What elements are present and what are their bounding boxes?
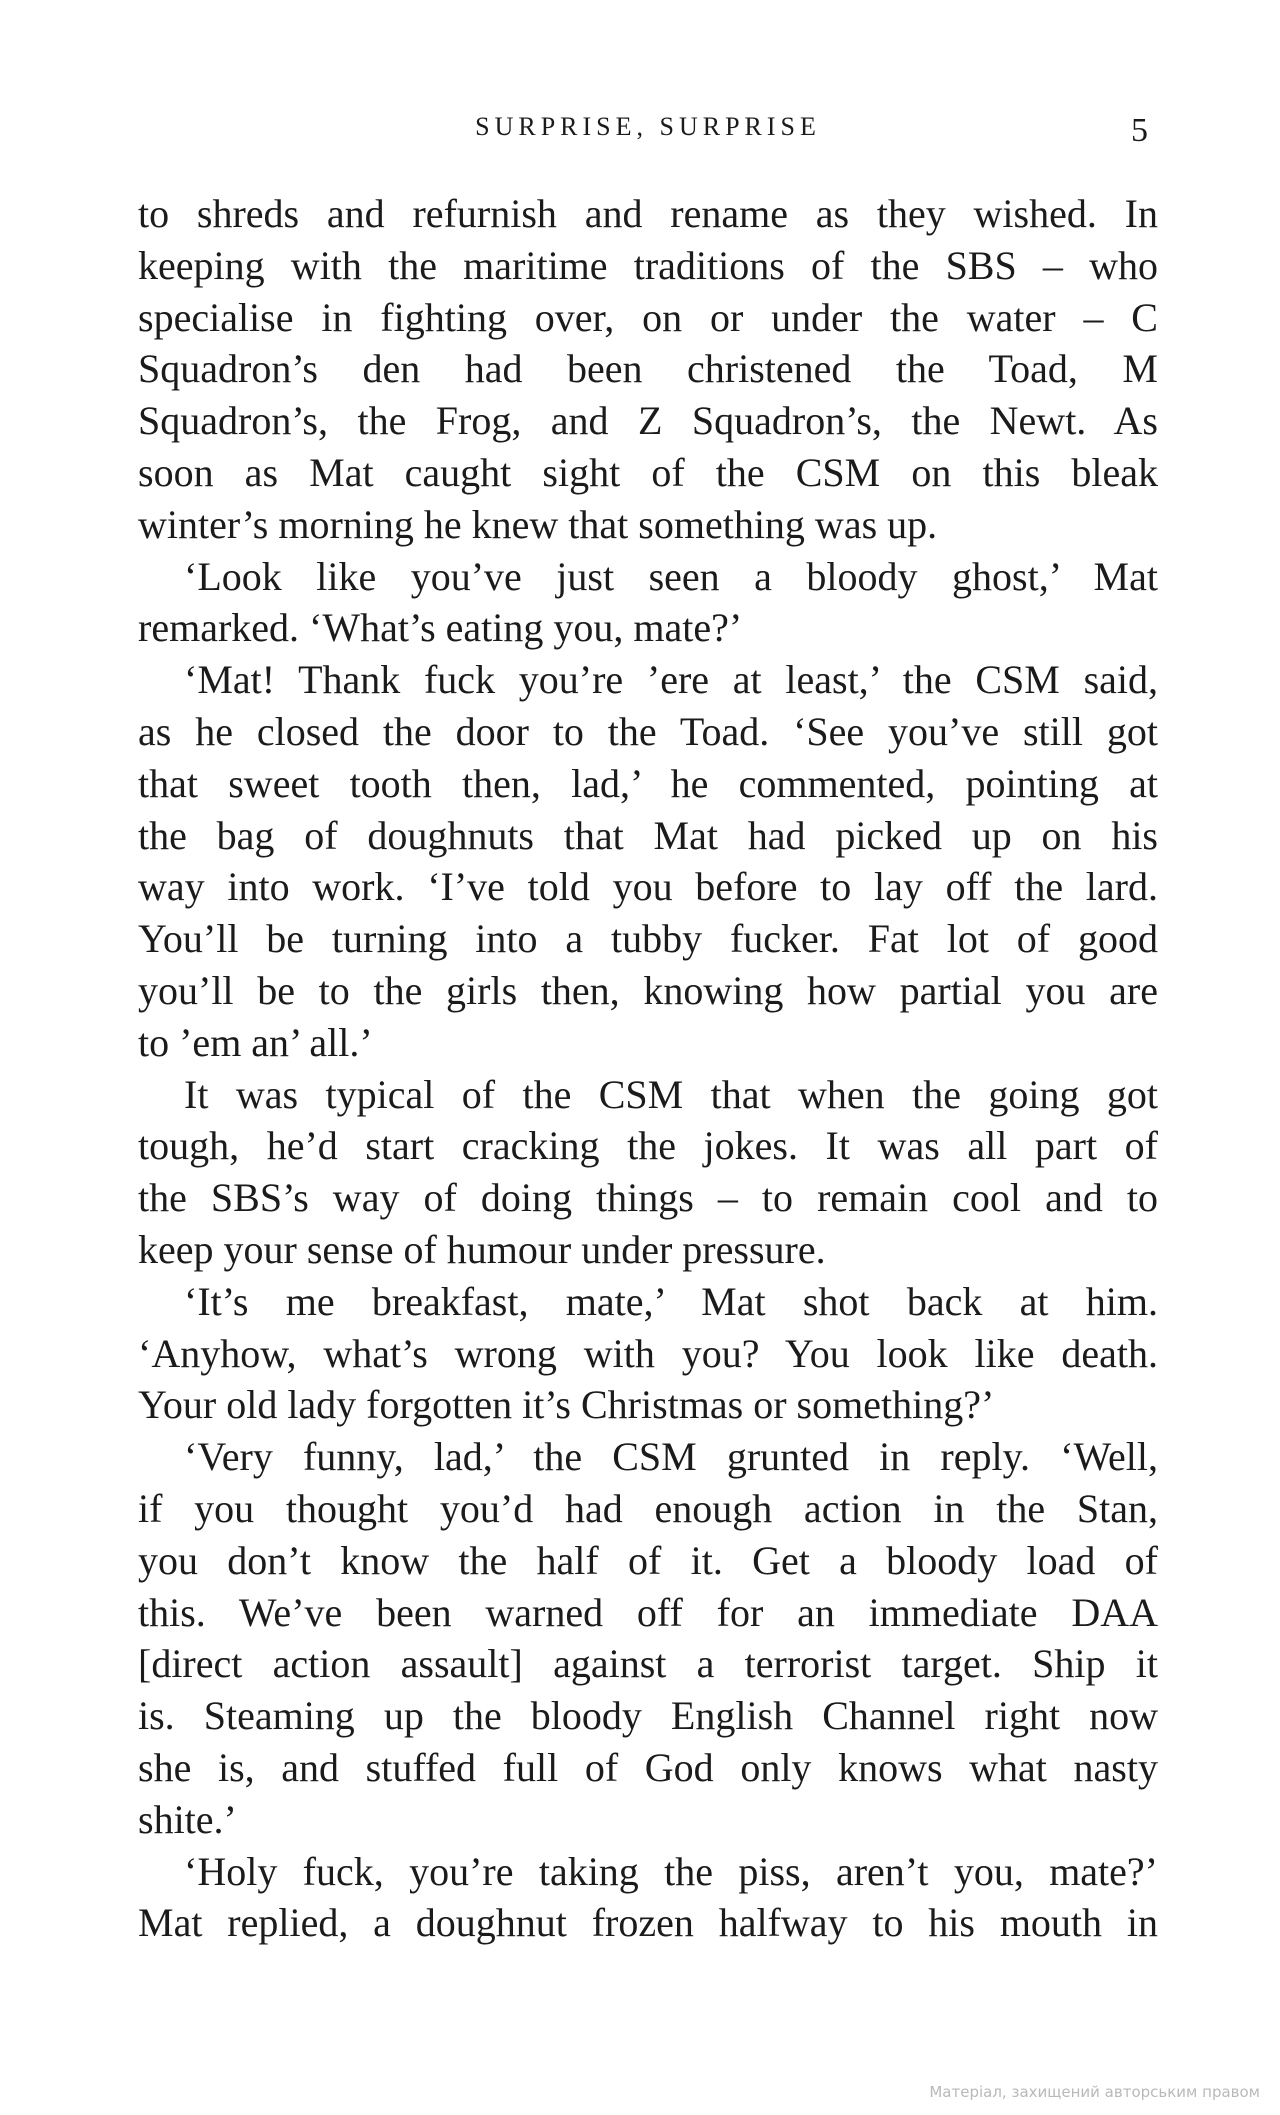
text-line: Squadron’s den had been christened the Toad, M bbox=[138, 346, 1158, 392]
text-line: ‘Look like you’ve just seen a bloody ghost,’ Mat bbox=[184, 553, 1158, 599]
text-line: keep your sense of humour under pressure. bbox=[138, 1226, 826, 1272]
text-line: way into work. ‘I’ve told you before to lay off the lard. bbox=[138, 864, 1158, 910]
paragraph bbox=[138, 1431, 1158, 1845]
text-line: this. We’ve been warned off for an immediate DAA bbox=[138, 1589, 1158, 1635]
paragraph bbox=[138, 1276, 1158, 1431]
body-text bbox=[138, 188, 1158, 1949]
text-line: winter’s morning he knew that something was up. bbox=[138, 501, 938, 547]
paragraph bbox=[138, 188, 1158, 551]
text-line: ‘It’s me breakfast, mate,’ Mat shot back at him. bbox=[184, 1278, 1158, 1324]
text-line: as he closed the door to the Toad. ‘See you’ve still got bbox=[138, 708, 1158, 754]
text-line: ‘Holy fuck, you’re taking the piss, aren’t you, mate?’ bbox=[184, 1848, 1158, 1894]
text-line: you’ll be to the girls then, knowing how partial you are bbox=[138, 967, 1158, 1013]
paragraph bbox=[138, 1069, 1158, 1276]
text-line: soon as Mat caught sight of the CSM on this bleak bbox=[138, 449, 1158, 495]
page-number: 5 bbox=[1131, 112, 1148, 149]
text-line: is. Steaming up the bloody English Channel right now bbox=[138, 1693, 1158, 1739]
text-line: that sweet tooth then, lad,’ he commented, pointing at bbox=[138, 760, 1158, 806]
text-line: It was typical of the CSM that when the going got bbox=[184, 1071, 1158, 1117]
paragraph bbox=[138, 654, 1158, 1068]
paragraph bbox=[138, 1846, 1158, 1950]
text-line: ‘Mat! Thank fuck you’re ’ere at least,’ the CSM said, bbox=[184, 657, 1158, 703]
text-line: to ’em an’ all.’ bbox=[138, 1019, 373, 1065]
text-line: she is, and stuffed full of God only knows what nasty bbox=[138, 1744, 1158, 1790]
text-line: Mat replied, a doughnut frozen halfway to his mouth in bbox=[138, 1900, 1158, 1946]
text-line: tough, he’d start cracking the jokes. It was all part of bbox=[138, 1123, 1158, 1169]
text-line: ‘Anyhow, what’s wrong with you? You look like death. bbox=[138, 1330, 1158, 1376]
text-line: remarked. ‘What’s eating you, mate?’ bbox=[138, 605, 743, 651]
running-title: SURPRISE, SURPRISE bbox=[475, 112, 821, 141]
text-line: ‘Very funny, lad,’ the CSM grunted in reply. ‘Well, bbox=[184, 1434, 1158, 1480]
text-line: You’ll be turning into a tubby fucker. Fat lot of good bbox=[138, 916, 1158, 962]
text-line: you don’t know the half of it. Get a bloody load of bbox=[138, 1537, 1158, 1583]
text-line: the SBS’s way of doing things – to remain cool and to bbox=[138, 1175, 1158, 1221]
text-line: to shreds and refurnish and rename as they wished. In bbox=[138, 191, 1158, 236]
text-line: shite.’ bbox=[138, 1796, 237, 1842]
text-line: Your old lady forgotten it’s Christmas or something?’ bbox=[138, 1382, 995, 1428]
paragraph bbox=[138, 551, 1158, 655]
text-line: Squadron’s, the Frog, and Z Squadron’s, the Newt. As bbox=[138, 398, 1158, 444]
text-line: specialise in fighting over, on or under the water – C bbox=[138, 294, 1158, 340]
copyright-watermark: Матеріал, захищений авторським правом bbox=[929, 2083, 1260, 2101]
running-head bbox=[138, 112, 1158, 152]
text-line: [direct action assault] against a terrorist target. Ship it bbox=[138, 1641, 1158, 1687]
text-line: if you thought you’d had enough action in the Stan, bbox=[138, 1485, 1158, 1531]
text-line: keeping with the maritime traditions of the SBS – who bbox=[138, 242, 1158, 288]
text-line: the bag of doughnuts that Mat had picked up on his bbox=[138, 812, 1158, 858]
